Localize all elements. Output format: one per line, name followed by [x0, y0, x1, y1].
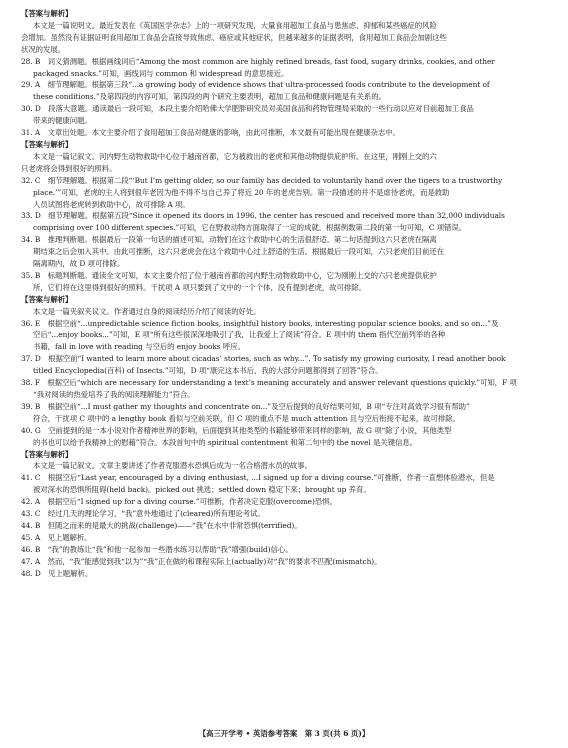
- text-line: 书籍，fall in love with reading 与空后的 enjoy books 呼应。: [33, 342, 245, 352]
- text-line: 本文是一篇夹叙夹议文。作者通过自身的阅读经历介绍了阅读的好处。: [33, 306, 261, 316]
- text-line: 会增加。虽然没有证据证明食用超加工食品会直接导致焦虑、癌症或其他症状，但越来越多的证据表明，食用超加工食品会加剧这些: [21, 32, 447, 42]
- text-line: 隔离期内，故 D 项可排除。: [33, 259, 125, 269]
- text-line: 带来的健康问题。: [33, 116, 92, 126]
- text-line: titled Encyclopedia(百科) of Insects.”可知，D 项“康完这本书后，我的大部分问题都得到了回答”符合。: [33, 366, 383, 376]
- text-line: 47. A 然而，“我”能感觉到我“以为”“我”正在做的和课程实际上(actually)对“我”的要求不匹配(mismatch)。: [21, 556, 382, 566]
- text-line: “我对阅读的热爱培养了我的阅读理解能力”符合。: [33, 390, 195, 399]
- text-line: 42. A 根据空后“I signed up for a diving course.”可推断，作者决定克服(overcome)恐惧。: [21, 497, 337, 507]
- text-line: 36. E 根据空前“...unpredictable science fiction books, insightful history books, interesting popular science books, and so on...”及: [21, 318, 499, 328]
- text-line: 35. B 标题判断题。通读全文可知，本文主要介绍了位于越南首都的河内野生动物救助中心，它为刚刚上交的六只老虎提供庇护: [21, 270, 437, 280]
- answer-content: [21, 8, 548, 580]
- text-line: 46. B “我”的教练让“我”和他一起参加一些潜水练习以帮助“我”增强(build)信心。: [21, 544, 293, 554]
- text-line: 31. A 文章出处题。本文主要介绍了食用超加工食品对健康的影响，由此可推断，本文最有可能出现在健康杂志中。: [21, 128, 400, 138]
- text-line: 被对深水的恐惧所阻碍(held back)。picked out 挑选；settled down 稳定下来；brought up 养育。: [33, 485, 371, 495]
- text-line: 33. D 细节理解题。根据第五段“Since it opened its doors in 1996, the center has rescued and received more than 32,000 individuals: [21, 211, 505, 221]
- text-line: 34. B 推理判断题。根据最后一段第一句话的描述可知，动物们在这个救助中心的生活很舒适。第二句话提到这六只老虎在隔离: [21, 235, 437, 245]
- text-line: 39. B 根据空前“...I must gather my thoughts and concentrate on...”及空后提到的良好结果可知，B 项“专注对高效学习很有帮助”: [21, 401, 470, 411]
- text-line: 本文是一篇记叙文。河内野生动物救助中心位于越南首都，它为被救出的老虎和其他动物提供庇护所。在这里，刚刚上交的六: [33, 151, 437, 161]
- text-line: 28. B 词义猜测题。根据画线词后“Among the most common are highly refined breads, fast food, sugary drinks, cookies, and other: [21, 56, 495, 66]
- text-line: 41. C 根据空后“Last year, encouraged by a diving enthusiast, ...I signed up for a diving course.”可推断，作者一直想体验潜水，但是: [21, 473, 495, 483]
- section-header: 【答案与解析】: [21, 294, 73, 304]
- text-line: comprising over 100 different species.”可知，它在野救动物方面取得了一定的成就。根据例数第二段的第一句可知，C 项错误。: [33, 223, 467, 233]
- text-line: 45. A 见上题解析。: [21, 532, 92, 542]
- text-line: these conditions.”及第四段的内容可知，第四段的两个研究主要表明，超加工食品和健康问题是有关系的。: [33, 92, 386, 102]
- text-line: 所，它们将在这里得到很好的照料。干扰项 A 项只要到了文中的一个个体，没有提到老虎，故可排除。: [33, 282, 366, 292]
- text-line: 29. A 细节理解题。根据第三段“...a growing body of evidence shows that ultra-processed foods contribute to the development of: [21, 80, 490, 90]
- text-line: 37. D 根据空前“I wanted to learn more about cicadas’ stories, such as why...”. To satisfy my growing curiosity, I read another book: [21, 354, 506, 364]
- text-line: 人员试图将老虎转到救助中心，故可排除 A 项。: [33, 199, 190, 209]
- text-line: place.’”可知，老虎的主人将到很年老因为他不得不与自己养了将近 20 年的老虎告别。第一段描述的并不是虐待老虎，而是救助: [33, 187, 450, 197]
- text-line: 30. D 段落大意题。通读最后一段可知，本段主要介绍哈佛大学肥胖研究员对美国食品和药物管理局采取的一些行动以应对目前超加工食品: [21, 104, 474, 114]
- text-line: 只老虎将会得到很好的照料。: [21, 163, 117, 173]
- text-line: 43. C 经过几天的理论学习，“我”意外地通过了(cleared)所有理论考试。: [21, 509, 265, 519]
- page-footer: 【高三开学考 • 英语参考答案 第 3 页(共 6 页)】: [198, 729, 370, 739]
- text-line: 38. F 根据空后“which are necessary for understanding a text’s meaning accurately and answer relevant questions quickly.”可知，F 项: [21, 378, 517, 388]
- section-header: 【答案与解析】: [21, 139, 73, 149]
- text-line: 本文是一篇说明文。最近发表在《英国医学杂志》上的一项研究发现，大量食用超加工食品与患焦虑、抑郁和某些癌症的风险: [33, 20, 437, 30]
- text-line: 32. C 细节理解题。根据第二段“‘But I’m getting older, so our family has decided to voluntarily hand over the tigers to a trustworthy: [21, 175, 503, 185]
- text-line: packaged snacks.”可知，画线词与 common 和 widespread 的意思接近。: [33, 68, 289, 78]
- text-line: 40. G 空前提到的是一本小说对作者精神世界的影响，后面提到其他类型的书籍能够带来同样的影响，故 G 项“除了小说，其他类型: [21, 425, 452, 435]
- text-line: 本文是一篇记叙文。文章主要讲述了作者克服潜水恐惧后成为一名合格潜水员的故事。: [33, 461, 312, 471]
- section-header: 【答案与解析】: [21, 449, 73, 459]
- text-line: 状况的发展。: [21, 44, 66, 54]
- text-line: 44. B 但随之而来的是最大的挑战(challenge)——“我”在水中非常恐惧(terrified)。: [21, 520, 302, 530]
- text-line: 48. D 见上题解析。: [21, 568, 93, 578]
- text-line: 的书也可以给予我精神上的慰藉”符合。本段首句中的 spiritual contentment 和第二句中的 the novel 是关键信息。: [33, 437, 418, 447]
- section-header: 【答案与解析】: [21, 9, 73, 18]
- text-line: 空后“...enjoy books...”可知，E 项“所有这些很深深地吸引了我，让我爱上了阅读”符合。E 项中的 them 指代空前列举的各种: [33, 330, 446, 340]
- text-line: 符合，干扰项 C 项中的 a lengthy book 看似与空前关联，但 C 项的重点不是 much attention 且与空后衔接不起来，故可排除。: [33, 413, 460, 423]
- text-line: 期结束之后会加入其中。由此可推断，这六只老虎会在这个救助中心过上舒适的生活。根据最后一段可知，六只老虎们目前还在: [33, 247, 445, 257]
